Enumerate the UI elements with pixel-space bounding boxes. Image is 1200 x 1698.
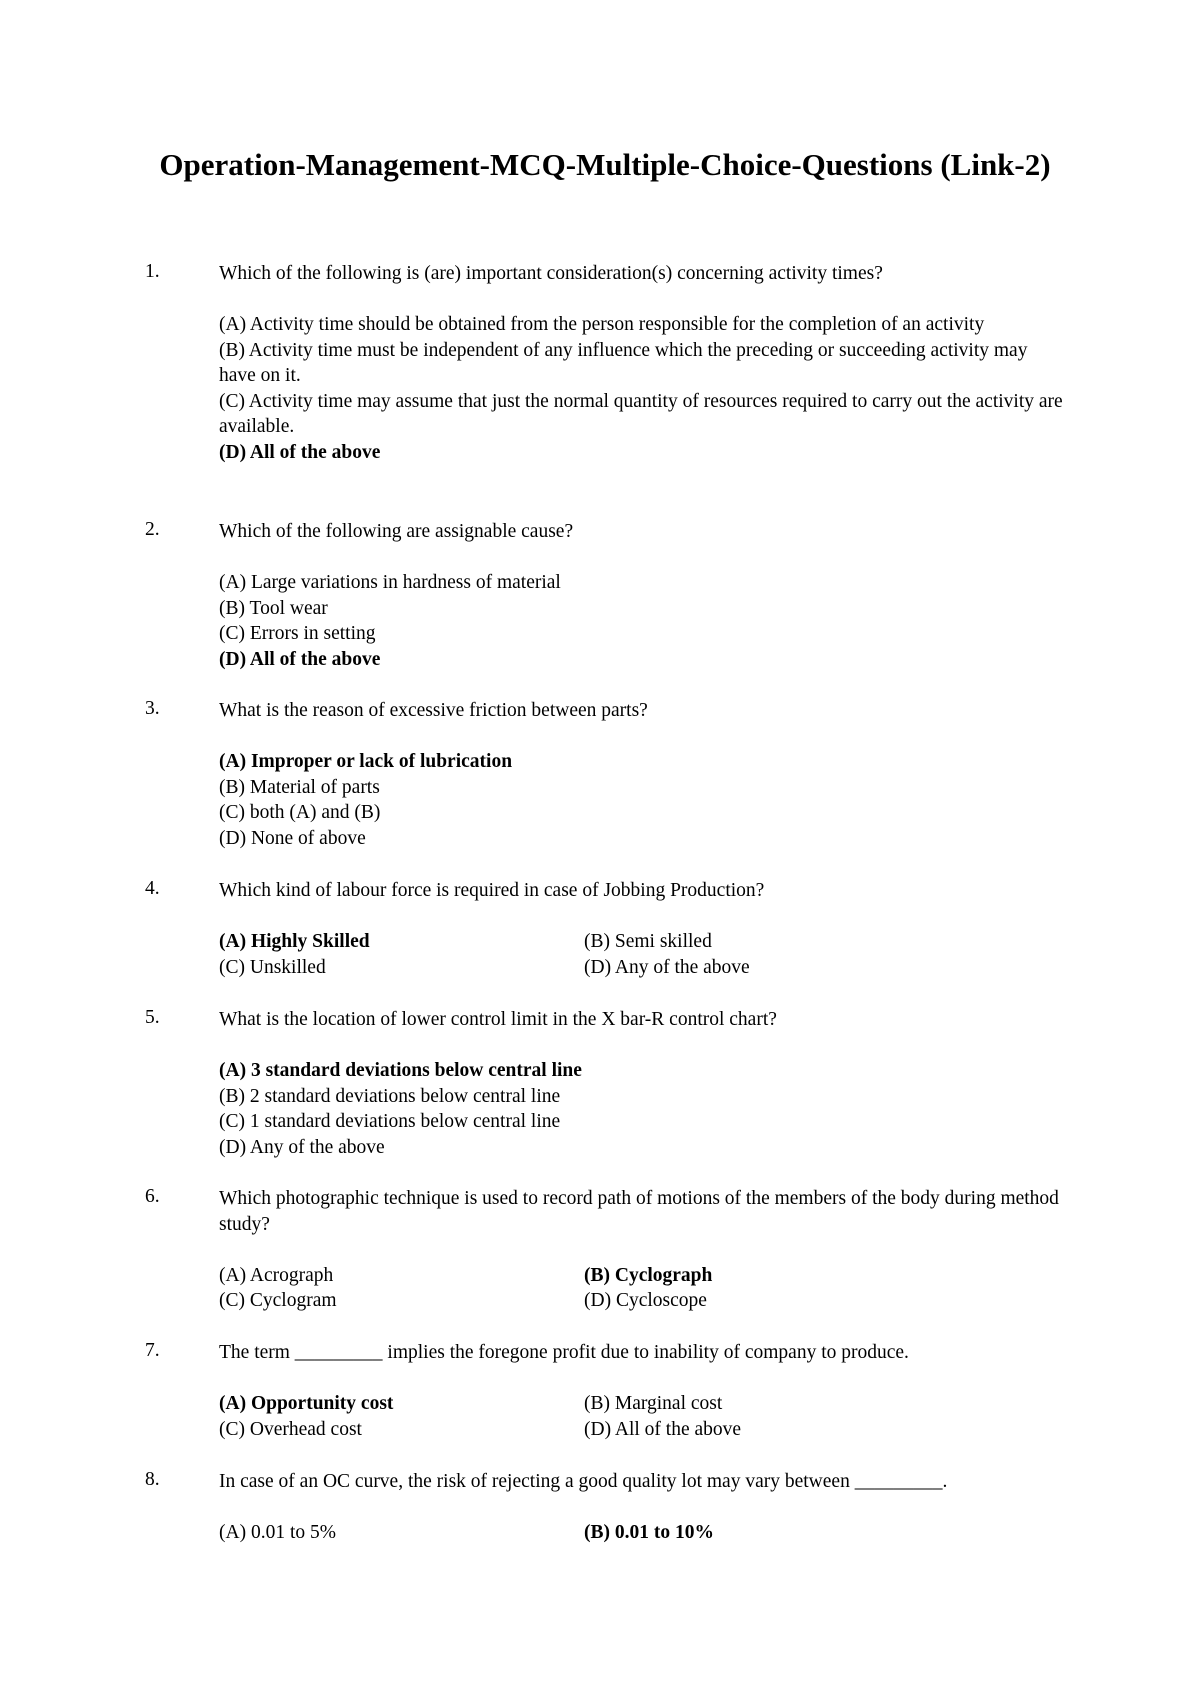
option-c: (C) Errors in setting xyxy=(219,623,376,644)
option-d: (D) Any of the above xyxy=(219,1136,385,1158)
option-c: (C) Overhead cost xyxy=(219,1418,362,1440)
option-b: (B) Marginal cost xyxy=(584,1393,723,1414)
option-b: (B) 2 standard deviations below central line xyxy=(219,1085,561,1107)
question-4 xyxy=(145,878,1065,980)
option-a-correct: (A) Opportunity cost xyxy=(219,1393,394,1414)
options-grid xyxy=(219,1263,1065,1314)
option-d: (D) Cycloscope xyxy=(584,1290,707,1311)
option-b: (B) Semi skilled xyxy=(584,931,712,952)
option-c: (C) 1 standard deviations below central line xyxy=(219,1111,561,1132)
option-a-correct: (A) Improper or lack of lubrication xyxy=(219,751,513,772)
question-stem: Which of the following are assignable cause? xyxy=(219,521,574,542)
question-stem: In case of an OC curve, the risk of rejecting a good quality lot may vary between _________. xyxy=(219,1471,948,1492)
option-a-correct: (A) 3 standard deviations below central line xyxy=(219,1060,582,1081)
option-b: (B) Material of parts xyxy=(219,776,380,798)
question-number: 4. xyxy=(145,878,160,899)
option-a: (A) Large variations in hardness of material xyxy=(219,572,561,593)
option-d: (D) Any of the above xyxy=(584,956,750,978)
options-grid xyxy=(219,1520,1065,1546)
option-a: (A) 0.01 to 5% xyxy=(219,1522,336,1543)
question-number: 1. xyxy=(145,261,160,282)
question-stem: Which kind of labour force is required in case of Jobbing Production? xyxy=(219,880,765,901)
options-grid xyxy=(219,1391,1065,1442)
question-7 xyxy=(145,1340,1065,1442)
question-1 xyxy=(145,261,1065,465)
question-number: 6. xyxy=(145,1186,160,1207)
option-b: (B) Tool wear xyxy=(219,597,328,619)
question-3 xyxy=(145,698,1065,851)
question-8 xyxy=(145,1469,1065,1546)
question-stem: Which photographic technique is used to record path of motions of the members of the body during method study? xyxy=(219,1188,1059,1235)
question-number: 7. xyxy=(145,1340,160,1361)
page-title: Operation-Management-MCQ-Multiple-Choice-Questions (Link-2) xyxy=(159,147,1051,182)
question-stem: Which of the following is (are) important consideration(s) concerning activity times? xyxy=(219,263,883,284)
option-b-correct: (B) 0.01 to 10% xyxy=(584,1522,714,1543)
option-d-correct: (D) All of the above xyxy=(219,648,381,670)
option-d: (D) All of the above xyxy=(584,1418,742,1440)
question-number: 5. xyxy=(145,1007,160,1028)
question-number: 3. xyxy=(145,698,160,719)
question-stem: What is the location of lower control limit in the X bar-R control chart? xyxy=(219,1009,777,1030)
option-b-correct: (B) Cyclograph xyxy=(584,1264,713,1286)
option-a-correct: (A) Highly Skilled xyxy=(219,931,370,952)
question-2 xyxy=(145,519,1065,672)
option-c: (C) Unskilled xyxy=(219,956,326,978)
option-b: (B) Activity time must be independent of any influence which the preceding or succeeding activity may have on it. xyxy=(219,339,1028,386)
option-d-correct: (D) All of the above xyxy=(219,441,381,463)
option-c: (C) both (A) and (B) xyxy=(219,802,381,823)
question-6 xyxy=(145,1186,1065,1314)
question-5 xyxy=(145,1007,1065,1160)
question-number: 8. xyxy=(145,1469,160,1490)
options-grid xyxy=(219,929,1065,980)
option-c: (C) Cyclogram xyxy=(219,1290,337,1311)
option-a: (A) Acrograph xyxy=(219,1264,334,1286)
option-d: (D) None of above xyxy=(219,827,366,849)
question-number: 2. xyxy=(145,519,160,540)
question-stem: The term _________ implies the foregone profit due to inability of company to produce. xyxy=(219,1342,909,1363)
option-c: (C) Activity time may assume that just the normal quantity of resources required to carry out the activity are available. xyxy=(219,390,1063,437)
option-a: (A) Activity time should be obtained from the person responsible for the completion of an activity xyxy=(219,314,985,335)
question-stem: What is the reason of excessive friction between parts? xyxy=(219,700,648,721)
